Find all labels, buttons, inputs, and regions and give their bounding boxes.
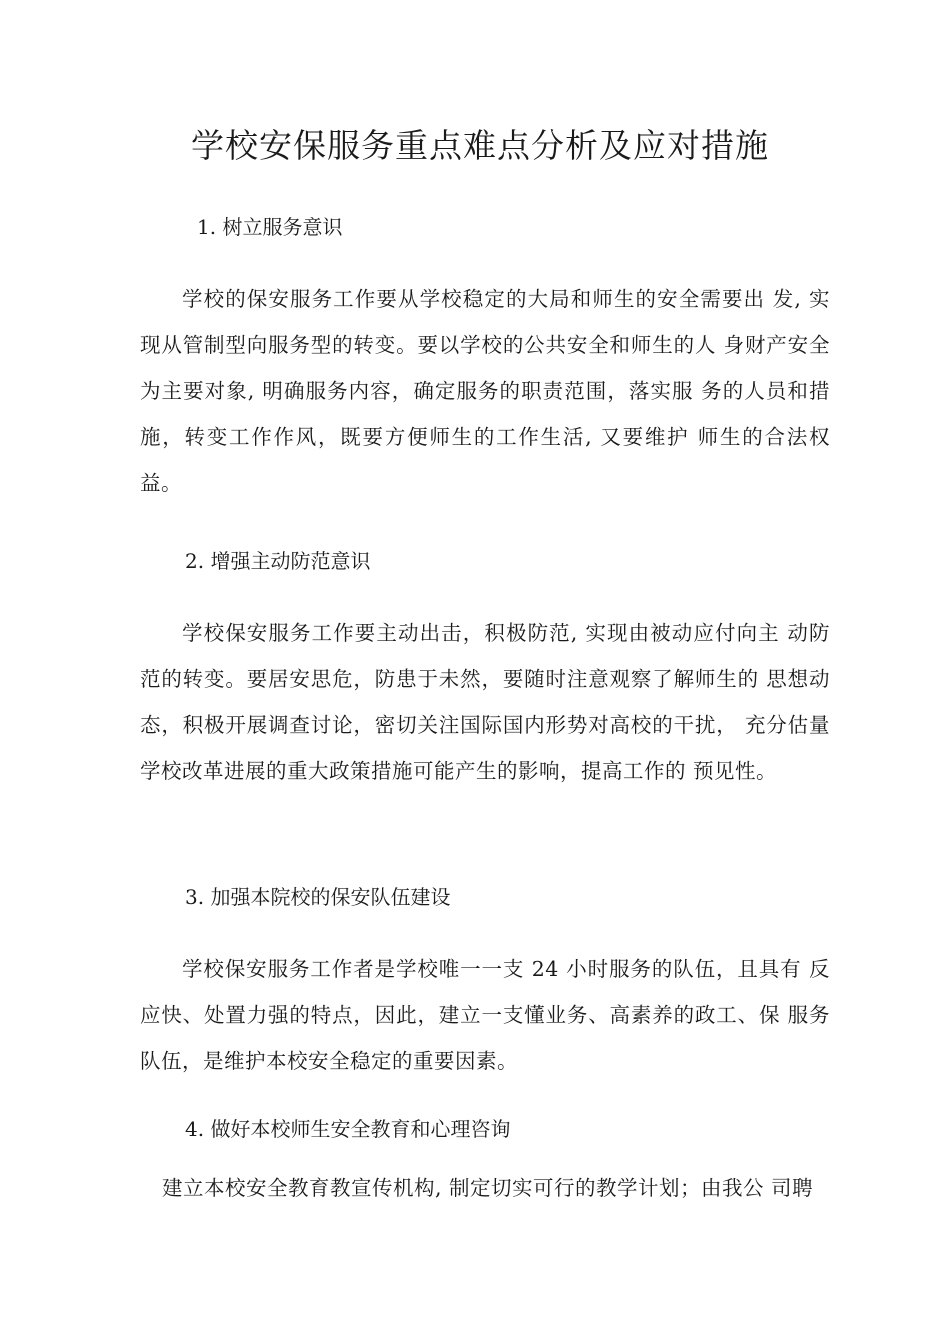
section-heading-1: 1. 树立服务意识: [197, 215, 343, 239]
section-heading-3: 3. 加强本院校的保安队伍建设: [185, 885, 451, 909]
section-body-2: 学校保安服务工作要主动出击，积极防范, 实现由被动应付向主 动防范的转变。要居安思危，防患于未然，要随时注意观察了解师生的 思想动态，积极开展调查讨论，密切关注国际国内形势对高校的干扰， 充分估量学校改革进展的重大政策措施可能产生的影响，提高工作的 预见性。: [140, 621, 830, 783]
section-heading-4: 4. 做好本校师生安全教育和心理咨询: [185, 1117, 511, 1141]
section-heading-2: 2. 增强主动防范意识: [185, 549, 371, 573]
section-body-1: 学校的保安服务工作要从学校稳定的大局和师生的安全需要出 发, 实现从管制型向服务型的转变。要以学校的公共安全和师生的人 身财产安全为主要对象, 明确服务内容，确定服务的职责范围，落实服 务的人员和措施，转变工作作风，既要方便师生的工作生活, 又要维护 师生的合法权益。: [140, 287, 830, 495]
section-body-4: 建立本校安全教育教宣传机构, 制定切实可行的教学计划；由我公 司聘: [162, 1176, 814, 1200]
section-body-3: 学校保安服务工作者是学校唯一一支 24 小时服务的队伍，且具有 反应快、处置力强的特点，因此，建立一支懂业务、高素养的政工、保 服务队伍，是维护本校安全稳定的重要因素。: [140, 957, 830, 1073]
document-title: 学校安保服务重点难点分析及应对措施: [191, 126, 769, 165]
